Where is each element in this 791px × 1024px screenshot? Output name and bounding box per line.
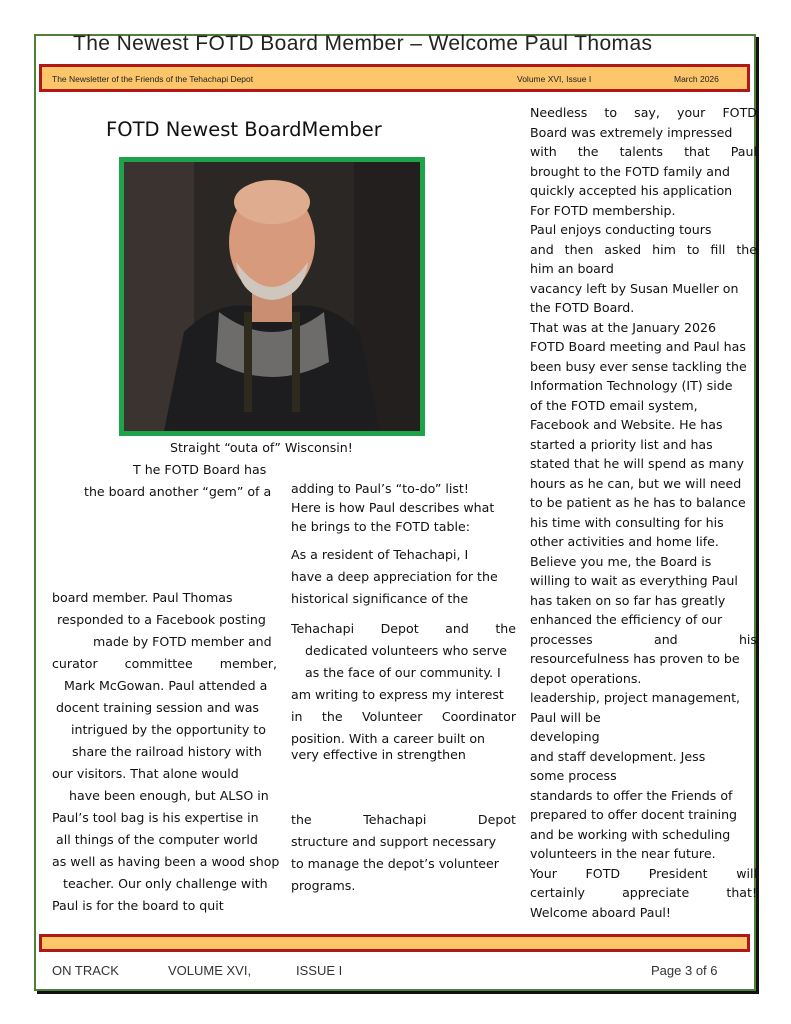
right-column-line: with the talents that Paul (530, 144, 757, 159)
left-column-line: our visitors. That alone would (52, 766, 239, 781)
left-column-line: intrigued by the opportunity to (71, 722, 266, 737)
left-column-line: as well as having been a wood shop (52, 854, 280, 869)
right-column-line: depot operations. (530, 671, 642, 686)
right-column-line: resourcefulness has proven to be (530, 651, 740, 666)
right-column-line: FOTD Board meeting and Paul has (530, 339, 746, 354)
right-column-line: Paul enjoys conducting tours (530, 222, 712, 237)
footer-issue: ISSUE I (296, 963, 343, 978)
left-column-line: responded to a Facebook posting (57, 612, 266, 627)
right-column-line: Paul will be (530, 710, 601, 725)
right-column-line: stated that he will spend as many (530, 456, 744, 471)
right-column-line: developing (530, 729, 600, 744)
middle-column-line: in the Volunteer Coordinator (291, 709, 516, 724)
left-column-line: share the railroad history with (72, 744, 262, 759)
middle-column-line: programs. (291, 878, 356, 893)
left-column-line: have been enough, but ALSO in (69, 788, 269, 803)
right-column-line: and be working with scheduling (530, 827, 731, 842)
footer-volume: VOLUME XVI, (168, 963, 252, 978)
middle-column-line: Here is how Paul describes what (291, 500, 495, 515)
middle-column-line: he brings to the FOTD table: (291, 519, 470, 534)
right-column-line: Facebook and Website. He has (530, 417, 723, 432)
middle-column-line: am writing to express my interest (291, 687, 504, 702)
article-title: FOTD Newest BoardMember (106, 118, 382, 141)
right-column-line: has taken on so far has greatly (530, 593, 726, 608)
right-column-line: processes and his (530, 632, 757, 647)
right-column-line: willing to wait as everything Paul (530, 573, 738, 588)
right-column-line: prepared to offer docent training (530, 807, 738, 822)
left-column-line: the board another “gem” of a (84, 484, 272, 499)
right-column-line: Information Technology (IT) side (530, 378, 733, 393)
left-column-line: Mark McGowan. Paul attended a (64, 678, 268, 693)
right-column-line: his time with consulting for his (530, 515, 724, 530)
left-column-line: all things of the computer world (56, 832, 258, 847)
middle-column-line: dedicated volunteers who serve (305, 643, 508, 658)
left-column-line: Paul’s tool bag is his expertise in (52, 810, 259, 825)
right-column-line: For FOTD membership. (530, 203, 676, 218)
left-column-line: docent training session and was (56, 700, 259, 715)
right-column-line: That was at the January 2026 (530, 320, 717, 335)
right-column-line: to be patient as he has to balance (530, 495, 746, 510)
right-column-line: of the FOTD email system, (530, 398, 698, 413)
right-column-line: leadership, project management, (530, 690, 741, 705)
right-column-line: quickly accepted his application (530, 183, 733, 198)
left-column-line: made by FOTD member and (93, 634, 272, 649)
right-column-line: him an board (530, 261, 614, 276)
middle-column-line: As a resident of Tehachapi, I (291, 547, 469, 562)
paul-thomas-photo (119, 157, 425, 436)
photo-caption: Straight “outa of” Wisconsin! (170, 440, 353, 455)
right-column-line: brought to the FOTD family and (530, 164, 730, 179)
middle-column-line: historical significance of the (291, 591, 469, 606)
right-column-line: some process (530, 768, 617, 783)
middle-column-line: adding to Paul’s “to-do” list! (291, 481, 469, 496)
right-column-line: vacancy left by Susan Mueller on (530, 281, 739, 296)
right-column-line: standards to offer the Friends of (530, 788, 733, 803)
right-column-line: certainly appreciate that! (530, 885, 757, 900)
right-column-line: other activities and home life. (530, 534, 719, 549)
right-column-line: and then asked him to fill the (530, 242, 757, 257)
issue-date: March 2026 (674, 74, 719, 84)
right-column-line: Believe you me, the Board is (530, 554, 712, 569)
footer-publication: ON TRACK (52, 963, 119, 978)
portrait-image (124, 162, 420, 431)
left-column-line: board member. Paul Thomas (52, 590, 233, 605)
newsletter-name: The Newsletter of the Friends of the Tehachapi Depot (52, 74, 254, 84)
right-column-line: and staff development. Jess (530, 749, 706, 764)
right-column-line: been busy ever sense tackling the (530, 359, 747, 374)
right-column-line: Your FOTD President will (530, 866, 757, 881)
left-column-line: T he FOTD Board has (133, 462, 267, 477)
middle-column-line: position. With a career built on very effective in strengthen (291, 731, 486, 762)
page-title: The Newest FOTD Board Member – Welcome Paul Thomas (73, 32, 653, 55)
middle-column-line: the Tehachapi Depot (291, 812, 516, 827)
footer-page-number: Page 3 of 6 (651, 963, 718, 978)
right-column-line: volunteers in the near future. (530, 846, 716, 861)
right-column-line: hours as he can, but we will need (530, 476, 742, 491)
middle-column-line: have a deep appreciation for the (291, 569, 498, 584)
right-column-line: started a priority list and has (530, 437, 713, 452)
left-column-line: curator committee member, (52, 656, 277, 671)
middle-column-line: Tehachapi Depot and the (291, 621, 516, 636)
middle-column-line: structure and support necessary (291, 834, 497, 849)
middle-column-line: as the face of our community. I (305, 665, 501, 680)
left-column-line: Paul is for the board to quit (52, 898, 224, 913)
right-column-line: enhanced the efficiency of our (530, 612, 723, 627)
right-column-line: Welcome aboard Paul! (530, 905, 671, 920)
right-column-line: Board was extremely impressed (530, 125, 733, 140)
header-band (39, 64, 750, 92)
volume-issue: Volume XVI, Issue I (517, 74, 592, 84)
middle-column-line: to manage the depot’s volunteer (291, 856, 499, 871)
footer-band (39, 934, 750, 952)
left-column-line: teacher. Our only challenge with (63, 876, 268, 891)
right-column-line: Needless to say, your FOTD (530, 105, 757, 120)
right-column-line: the FOTD Board. (530, 300, 635, 315)
